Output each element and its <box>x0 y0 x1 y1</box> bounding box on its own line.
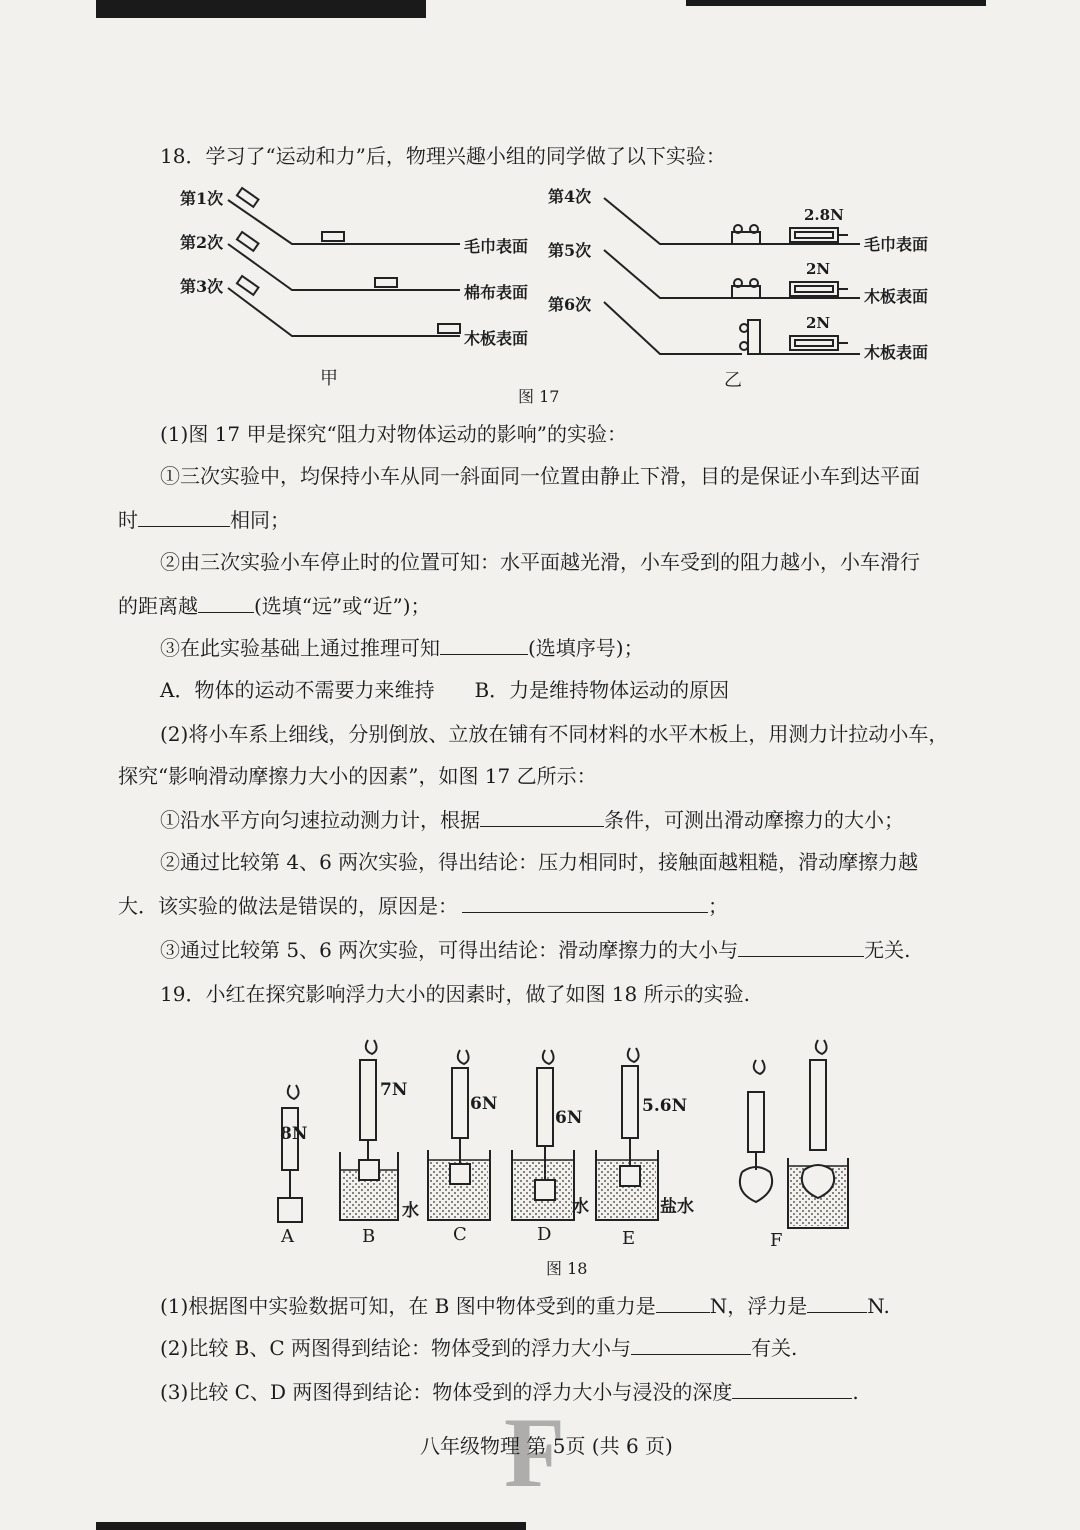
trial-label-1: 第1次 <box>180 189 224 208</box>
trial-label-2: 第2次 <box>180 233 224 252</box>
incline-track-5 <box>604 250 732 298</box>
cart-on-slope-3 <box>237 276 259 295</box>
q18-part1-a-line2: 时 相同； <box>118 508 290 532</box>
figure-17-left-label: 甲 <box>320 368 338 389</box>
surface-label-1: 毛巾表面 <box>464 237 529 256</box>
figure-18-caption: 图 18 <box>546 1259 588 1278</box>
cart-trial-6 <box>748 320 760 354</box>
liquid-label-e: 盐水 <box>660 1197 694 1217</box>
q18-title: 18．学习了“运动和力”后，物理兴趣小组的同学做了以下实验： <box>160 144 726 168</box>
q18-part2-line1: (2)将小车系上细线，分别倒放、立放在铺有不同材料的水平木板上，用测力计拉动小车， <box>160 722 949 746</box>
q18-part1-b-line1: ②由三次实验小车停止时的位置可知：水平面越光滑，小车受到的阻力越小，小车滑行 <box>160 550 920 574</box>
liquid-label-d: 水 <box>572 1197 589 1217</box>
q18-part1-c: ③在此实验基础上通过推理可知 (选填序号)； <box>160 636 644 660</box>
incline-track-6 <box>604 302 742 354</box>
reading-c: 6N <box>470 1094 498 1114</box>
page-footer: 八年级物理 第 5页 (共 6 页) <box>420 1434 673 1458</box>
answer-blank-gravity[interactable] <box>656 1292 710 1313</box>
watermark-letter: F <box>504 1397 566 1508</box>
surface-label-2: 棉布表面 <box>464 283 529 302</box>
q18-part2-b-line1: ②通过比较第 4、6 两次实验，得出结论：压力相同时，接触面越粗糙，滑动摩擦力越 <box>160 850 919 874</box>
cart-trial-5 <box>732 286 760 298</box>
reading-a: 8N <box>280 1124 308 1144</box>
reading-e: 5.6N <box>642 1096 688 1116</box>
spring-scale-b <box>360 1060 376 1140</box>
cart-on-slope-2 <box>237 232 259 251</box>
answer-blank-speed[interactable] <box>138 506 230 527</box>
liquid-label-b: 水 <box>402 1201 419 1221</box>
reading-b: 7N <box>380 1080 408 1100</box>
q19-title: 19．小红在探究影响浮力大小的因素时，做了如图 18 所示的实验. <box>160 982 750 1006</box>
answer-blank-buoyancy[interactable] <box>807 1292 867 1313</box>
trial-label-4: 第4次 <box>548 187 592 206</box>
figure-17-caption: 图 17 <box>518 387 560 406</box>
answer-blank-distance[interactable] <box>198 592 254 613</box>
panel-label-f: F <box>770 1230 783 1251</box>
reading-trial-6: 2N <box>806 314 831 332</box>
trial-label-6: 第6次 <box>548 295 592 314</box>
q18-part1-intro: (1)图 17 甲是探究“阻力对物体运动的影响”的实验： <box>160 422 627 446</box>
cart-stop-1 <box>322 232 344 241</box>
figure-18 <box>278 1040 848 1228</box>
answer-blank-factor[interactable] <box>631 1334 751 1355</box>
surface-label-6: 木板表面 <box>864 343 929 362</box>
block-b <box>359 1160 379 1180</box>
answer-blank-depth[interactable] <box>732 1378 852 1399</box>
panel-label-b: B <box>362 1226 376 1247</box>
hand-icon <box>288 1085 299 1099</box>
surface-label-3: 木板表面 <box>464 329 529 348</box>
spring-scale-f2 <box>810 1060 826 1150</box>
q18-part2-a: ①沿水平方向匀速拉动测力计，根据 条件，可测出滑动摩擦力的大小； <box>160 808 904 832</box>
panel-label-e: E <box>622 1228 636 1249</box>
spring-scale-d <box>537 1068 553 1146</box>
panel-label-c: C <box>453 1224 467 1245</box>
spring-scale-f1 <box>748 1092 764 1152</box>
block-a <box>278 1198 302 1222</box>
cart-stop-3 <box>438 324 460 333</box>
cart-trial-4 <box>732 232 760 244</box>
q18-part2-line2: 探究“影响滑动摩擦力大小的因素”，如图 17 乙所示： <box>118 764 597 788</box>
reading-d: 6N <box>555 1108 583 1128</box>
reading-trial-5: 2N <box>806 260 831 278</box>
figure-17-right-label: 乙 <box>724 370 742 391</box>
spring-scale-c <box>452 1068 468 1138</box>
answer-blank-reason[interactable] <box>462 892 708 913</box>
q19-part3: (3)比较 C、D 两图得到结论：物体受到的浮力大小与浸没的深度 . <box>160 1380 859 1404</box>
incline-track-4 <box>604 198 732 244</box>
spring-scale-5 <box>790 282 838 296</box>
block-c <box>450 1164 470 1184</box>
spring-scale-e <box>622 1066 638 1138</box>
cart-on-slope-1 <box>237 188 259 207</box>
q19-part1: (1)根据图中实验数据可知，在 B 图中物体受到的重力是 N，浮力是 N. <box>160 1294 890 1318</box>
clay-f1 <box>740 1167 772 1202</box>
q18-part2-c: ③通过比较第 5、6 两次实验，可得出结论：滑动摩擦力的大小与 无关. <box>160 938 911 962</box>
cart-stop-2 <box>375 278 397 287</box>
surface-label-4: 毛巾表面 <box>864 235 929 254</box>
reading-trial-4: 2.8N <box>804 206 844 224</box>
panel-label-a: A <box>281 1226 294 1247</box>
block-e <box>620 1166 640 1186</box>
block-d <box>535 1180 555 1200</box>
answer-blank-unrelated[interactable] <box>738 936 864 957</box>
trial-label-5: 第5次 <box>548 241 592 260</box>
q19-part2: (2)比较 B、C 两图得到结论：物体受到的浮力大小与 有关. <box>160 1336 798 1360</box>
q18-part2-b-line2: 大．该实验的做法是错误的，原因是： ； <box>118 894 728 918</box>
incline-track-3 <box>228 288 460 336</box>
surface-label-5: 木板表面 <box>864 287 929 306</box>
panel-label-d: D <box>537 1224 552 1245</box>
trial-label-3: 第3次 <box>180 277 224 296</box>
q18-part1-b-line2: 的距离越 (选填“远”或“近”)； <box>118 594 431 618</box>
q18-part1-options: A．物体的运动不需要力来维持 B．力是维持物体运动的原因 <box>160 678 730 702</box>
incline-track-2 <box>228 244 460 290</box>
answer-blank-inference[interactable] <box>440 634 528 655</box>
spring-scale-6 <box>790 336 838 350</box>
spring-scale-4 <box>790 228 838 242</box>
q18-part1-a-line1: ①三次实验中，均保持小车从同一斜面同一位置由静止下滑，目的是保证小车到达平面 <box>160 464 920 488</box>
answer-blank-condition[interactable] <box>480 806 604 827</box>
